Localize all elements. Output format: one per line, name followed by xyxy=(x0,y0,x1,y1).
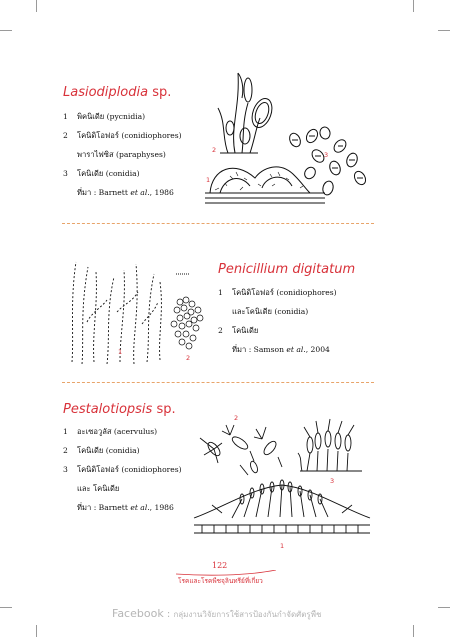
figure-label: 1 xyxy=(280,542,285,550)
crop-mark xyxy=(438,30,450,31)
crop-mark xyxy=(438,607,450,608)
list-item: 2 โคนิเดีย (conidia) xyxy=(63,446,140,455)
penicillium-illustration xyxy=(62,252,212,367)
source-reference: ที่มา : Barnett et al., 1986 xyxy=(77,503,174,512)
section-divider xyxy=(62,382,374,383)
title-genus: Lasiodiplodia xyxy=(63,85,149,100)
crop-mark xyxy=(36,0,37,12)
item-list xyxy=(63,422,182,517)
source-reference: ที่มา : Samson et al., 2004 xyxy=(232,345,330,354)
figure-label: 3 xyxy=(330,477,335,485)
figure-label: 2 xyxy=(186,354,191,362)
page-number: 122 xyxy=(212,561,228,570)
title-genus: Pestalotiopsis xyxy=(63,402,153,417)
figure-label: 3 xyxy=(324,151,329,159)
crop-mark xyxy=(36,625,37,637)
organization-name: โรคและโรคพืชจุลินทรีย์ที่เกี่ยว xyxy=(178,577,263,585)
source-reference: ที่มา : Barnett et al., 1986 xyxy=(77,188,174,197)
crop-mark xyxy=(413,625,414,637)
figure-label: 2 xyxy=(212,146,217,154)
list-item: 1 พิคนิเดีย (pycnidia) xyxy=(63,112,146,121)
list-item: พาราไฟซิส (paraphyses) xyxy=(77,150,166,159)
list-item: 1 โคนิดิโอฟอร์ (conidiophores) xyxy=(218,288,337,297)
title-suffix: sp. xyxy=(152,85,172,100)
section-divider xyxy=(62,223,374,224)
section-title-pestalotiopsis xyxy=(63,402,176,417)
facebook-label: Facebook xyxy=(112,607,164,620)
list-item: 2 โคนิเดีย xyxy=(218,326,259,335)
title-genus: Penicillium digitatum xyxy=(218,262,356,277)
pestalotiopsis-illustration xyxy=(192,413,372,543)
list-item: 3 โคนิเดีย (conidia) xyxy=(63,169,140,178)
list-item: 3 โคนิดิโอฟอร์ (conidiophores) xyxy=(63,465,182,474)
crop-mark xyxy=(0,30,12,31)
section-title-penicillium xyxy=(218,262,355,277)
footer-text: Facebook : กลุ่มงานวิจัยการใช้สารป้องกันกำจัดศัตรูพืช xyxy=(112,607,322,620)
lasiodiplodia-illustration xyxy=(200,68,375,208)
list-item: 2 โคนิดิโอฟอร์ (conidiophores) xyxy=(63,131,182,140)
list-item: และโคนิเดีย (conidia) xyxy=(232,307,309,316)
title-suffix: sp. xyxy=(156,402,176,417)
figure-label: 2 xyxy=(234,414,239,422)
crop-mark xyxy=(413,0,414,12)
list-item: 1 อะเซอวูลัส (acervulus) xyxy=(63,427,158,436)
section-title-lasiodiplodia xyxy=(63,85,171,100)
footer-group-name: กลุ่มงานวิจัยการใช้สารป้องกันกำจัดศัตรูพืช xyxy=(173,610,322,619)
crop-mark xyxy=(0,607,12,608)
list-item: และ โคนิเดีย xyxy=(77,484,120,493)
item-list xyxy=(63,107,182,202)
figure-label: 1 xyxy=(118,348,123,356)
item-list xyxy=(218,283,337,359)
figure-label: 1 xyxy=(206,176,211,184)
